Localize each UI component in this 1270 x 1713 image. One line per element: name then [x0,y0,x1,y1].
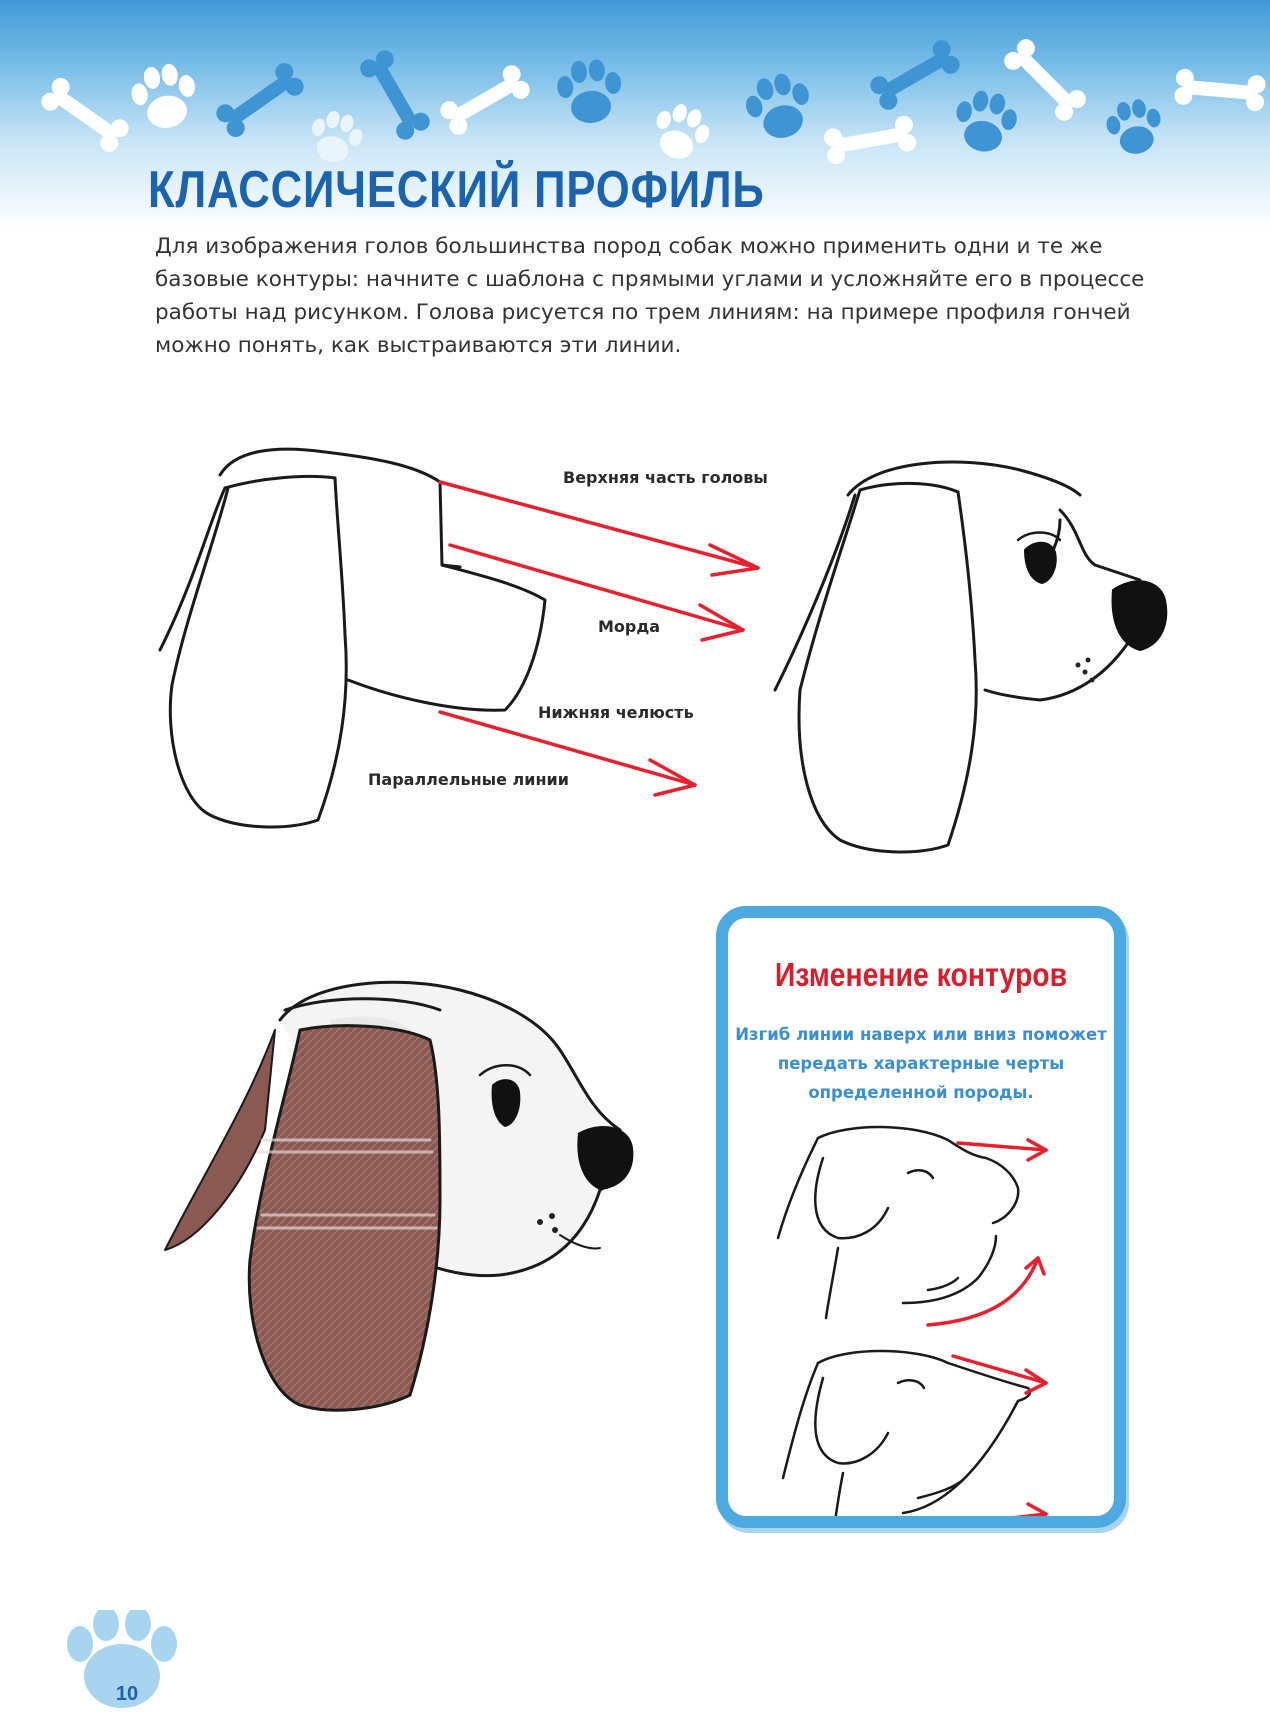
arrow-lower-top [953,1356,1046,1393]
arrow-upper [958,1140,1046,1160]
card-text: Изгиб линии наверх или вниз поможет передать характерные черты определенной породы. [735,1025,1107,1102]
info-card [716,906,1126,1528]
label-muzzle: Морда [598,617,661,636]
label-top-of-head: Верхняя часть головы [563,468,768,487]
breed-variation-sketches [728,918,1114,1516]
page-number: 10 [115,1683,139,1705]
arrow-lower-bottom [928,1504,1046,1516]
card-title: Изменение контуров [774,956,1068,993]
label-parallel-lines: Параллельные линии [368,770,569,789]
label-lower-jaw: Нижняя челюсть [538,703,694,722]
intro-paragraph: Для изображения голов большинства пород собак можно применить одни и те же базовые контуры: начните с шаблона с прямыми углами и усложняйте его в процессе работы над рисунком. Голова рисуется по трем линиям: на примере профиля гончей можно понять, как выстраиваются эти линии. [155,234,1145,358]
sketch-curved-profile [778,1127,1018,1318]
page-title: КЛАССИЧЕСКИЙ ПРОФИЛЬ [148,161,765,219]
sketch-straight-profile [783,1351,1030,1516]
